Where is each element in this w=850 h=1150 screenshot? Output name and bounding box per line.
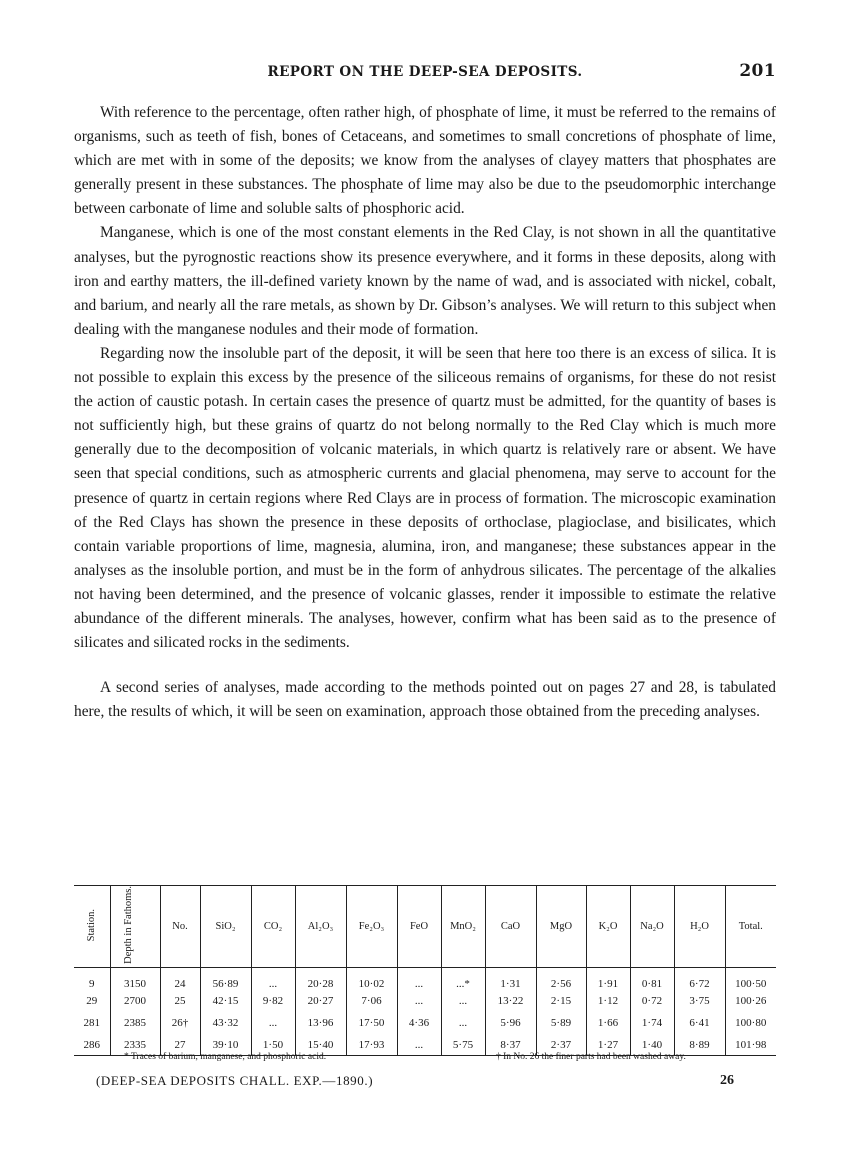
header-feo: FeO <box>397 886 441 968</box>
header-sio2: SiO₂ <box>200 886 251 968</box>
table-cell: ... <box>251 1012 295 1034</box>
table-cell: 27 <box>160 1034 200 1056</box>
table-cell: 9·82 <box>251 990 295 1012</box>
header-mno2: MnO₂ <box>441 886 485 968</box>
table-cell: 1·74 <box>630 1012 674 1034</box>
table-cell: 6·41 <box>674 1012 725 1034</box>
table-cell: 17·93 <box>346 1034 397 1056</box>
table-cell: ... <box>397 967 441 990</box>
table-cell: 1·27 <box>586 1034 630 1056</box>
table-cell: 1·40 <box>630 1034 674 1056</box>
header-station: Station. <box>86 908 98 942</box>
table-cell: 15·40 <box>295 1034 346 1056</box>
header-mgo: MgO <box>536 886 586 968</box>
table-header-row <box>74 886 776 968</box>
table-row <box>74 990 776 1012</box>
table-cell: 29 <box>86 994 98 1007</box>
table-cell: 24 <box>160 967 200 990</box>
running-head <box>74 61 776 86</box>
table-cell: 56·89 <box>200 967 251 990</box>
table-cell: 286 <box>83 1038 100 1051</box>
header-h2o: H₂O <box>674 886 725 968</box>
footnote-asterisk: * Traces of barium, manganese, and phosphoric acid. <box>124 1052 327 1062</box>
table-cell: 43·32 <box>200 1012 251 1034</box>
table-cell: 3·75 <box>674 990 725 1012</box>
table-cell: 6·72 <box>674 967 725 990</box>
table-cell: 7·06 <box>346 990 397 1012</box>
table-cell: 0·81 <box>630 967 674 990</box>
body-text <box>74 101 776 724</box>
footnote-dagger: † In No. 26 the finer parts had been washed away. <box>496 1052 686 1062</box>
table-cell: ...* <box>441 967 485 990</box>
table-cell: 1·12 <box>586 990 630 1012</box>
table-cell: 2·37 <box>536 1034 586 1056</box>
header-total: Total. <box>725 886 776 968</box>
table-cell: ... <box>441 1012 485 1034</box>
table-cell: 5·75 <box>441 1034 485 1056</box>
table-cell: 100·80 <box>725 1012 776 1034</box>
table-cell: 8·89 <box>674 1034 725 1056</box>
table-cell: 25 <box>160 990 200 1012</box>
table-cell: 3150 <box>110 967 160 990</box>
paragraph-insoluble: Regarding now the insoluble part of the deposit, it will be seen that here too there is an excess of silica. It is not possible to explain this excess by the presence of the siliceous remains of organisms, for these do not resist the action of caustic potash. In certain cases the presence of quartz must be admitted, for the quantity of bases is not sufficiently high, but these grains of quartz do not belong normally to the Red Clay which is much more generally due to the decomposition of volcanic materials, in which quartz is relatively rare or absent. We have seen that special conditions, such as atmospheric currents and glacial phenomena, may serve to account for the presence of quartz in certain regions where Red Clays are in process of formation. The microscopic examination of the Red Clays has shown the presence in these deposits of orthoclase, plagioclase, and bisilicates, which contain variable proportions of lime, magnesia, alumina, iron, and manganese; these substances appear in the analyses as the insoluble portion, and must be in the form of anhydrous silicates. The percentage of the alkalies not having been determined, and the presence of volcanic glasses, render it impossible to estimate the relative abundance of the different minerals. The analyses, however, confirm what has been said as to the presence of silicates and silicated rocks in the sediments. <box>74 344 776 652</box>
table-cell: 17·50 <box>346 1012 397 1034</box>
table-cell: 13·96 <box>295 1012 346 1034</box>
table-cell: 2·56 <box>536 967 586 990</box>
table-cell: 20·27 <box>295 990 346 1012</box>
table-cell: 1·66 <box>586 1012 630 1034</box>
table-cell: ... <box>397 1034 441 1056</box>
table-cell: 42·15 <box>200 990 251 1012</box>
paragraph-manganese: Manganese, which is one of the most constant elements in the Red Clay, is not shown in all the quantitative analyses, but the pyrognostic reactions show its presence everywhere, and it forms in these deposits, along with iron and earthy matters, the ill-defined variety known by the name of wad, and is associated with nickel, cobalt, and barium, and nearly all the rare metals, as shown by Dr. Gibson’s analyses. We will return to this subject when dealing with the manganese nodules and their mode of formation. <box>74 224 776 338</box>
analyses-table-wrapper <box>74 885 776 1056</box>
header-depth: Depth in Fathoms. <box>110 886 160 968</box>
table-cell: 101·98 <box>725 1034 776 1056</box>
running-title: REPORT ON THE DEEP-SEA DEPOSITS. <box>267 64 583 80</box>
table-cell: 5·89 <box>536 1012 586 1034</box>
table-cell: 2335 <box>110 1034 160 1056</box>
table-row <box>74 967 776 990</box>
analyses-table <box>74 885 776 1056</box>
header-co2: CO₂ <box>251 886 295 968</box>
table-cell: 2·15 <box>536 990 586 1012</box>
header-na2o: Na₂O <box>630 886 674 968</box>
header-no: No. <box>160 886 200 968</box>
table-cell: 8·37 <box>485 1034 536 1056</box>
table-cell: 2700 <box>110 990 160 1012</box>
table-cell: 4·36 <box>397 1012 441 1034</box>
table-cell: 9 <box>89 977 95 990</box>
table-cell: 1·91 <box>586 967 630 990</box>
table-cell: ... <box>251 967 295 990</box>
signature-mark: (DEEP-SEA DEPOSITS CHALL. EXP.—1890.) <box>96 1073 374 1088</box>
paragraph-phosphate: With reference to the percentage, often rather high, of phosphate of lime, it must be referred to the remains of organisms, such as teeth of fish, bones of Cetaceans, and sometimes to small concretions of phosphate of lime, which are met with in some of the deposits; we know from the analyses of clayey matters that phosphates are generally present in these substances. The phosphate of lime may also be due to the pseudomorphic interchange between carbonate of lime and soluble salts of phosphoric acid. <box>74 104 776 218</box>
header-k2o: K₂O <box>586 886 630 968</box>
table-cell: 2385 <box>110 1012 160 1034</box>
table-cell: 1·31 <box>485 967 536 990</box>
table-cell: ... <box>441 990 485 1012</box>
table-cell: 39·10 <box>200 1034 251 1056</box>
table-cell: 1·50 <box>251 1034 295 1056</box>
table-cell: 100·26 <box>725 990 776 1012</box>
table-cell: 5·96 <box>485 1012 536 1034</box>
page-number: 201 <box>739 61 776 81</box>
table-cell: 10·02 <box>346 967 397 990</box>
header-cao: CaO <box>485 886 536 968</box>
table-cell: 20·28 <box>295 967 346 990</box>
paragraph-second-series: A second series of analyses, made according to the methods pointed out on pages 27 and 28, is tabulated here, the results of which, it will be seen on examination, approach those obtained from the preceding analyses. <box>74 679 776 721</box>
table-cell: 26† <box>160 1012 200 1034</box>
header-al2o3: Al₂O₃ <box>295 886 346 968</box>
table-cell: 281 <box>83 1016 100 1029</box>
table-cell: 0·72 <box>630 990 674 1012</box>
header-fe2o3: Fe₂O₃ <box>346 886 397 968</box>
signature-number: 26 <box>720 1073 734 1088</box>
table-row <box>74 1012 776 1034</box>
table-cell: ... <box>397 990 441 1012</box>
table-cell: 13·22 <box>485 990 536 1012</box>
table-cell: 100·50 <box>725 967 776 990</box>
